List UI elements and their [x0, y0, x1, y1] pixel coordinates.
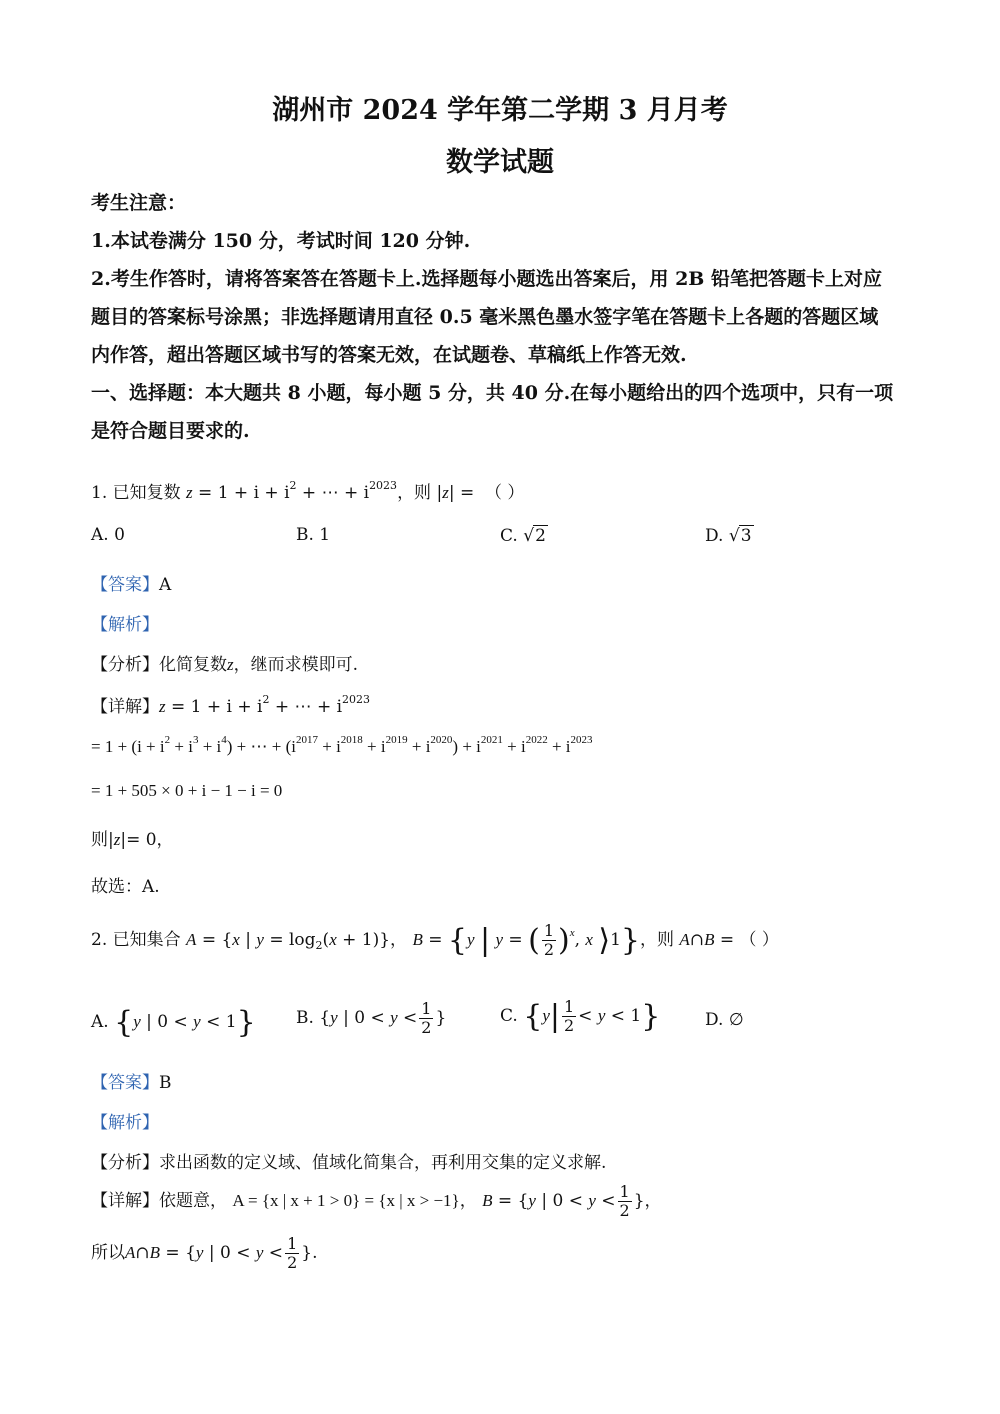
notice-item-2-line-1: 2.考生作答时，请将答案答在答题卡上.选择题每小题选出答案后，用 2B 铅笔把答题卡上对应 — [91, 268, 882, 290]
section-heading-line-1: 一、选择题：本大题共 8 小题，每小题 5 分，共 40 分.在每小题给出的四个选项中，只有一项 — [91, 382, 894, 404]
q1-option-d: D. √3 — [705, 526, 752, 546]
q2-option-c: C. {y| $\frac{1}{2}$ < y < 1} — [500, 997, 661, 1035]
q1-answer: 【答案】A — [91, 575, 172, 595]
q1-analysis-tag: 【解析】 — [91, 615, 159, 635]
q2-analysis-tag: 【解析】 — [91, 1113, 159, 1133]
question-2-stem: 2. 已知集合 A = {x | $y = \log_2(x + 1)$}， B = {y | y = ( $\frac{1}{2}$ )$^x$, x ⟩1}，则 A∩B = （ ） — [91, 921, 779, 959]
q1-modulus-result: 则|z|= 0， — [91, 830, 174, 850]
q1-option-c: C. √2 — [500, 526, 546, 546]
q1-conclusion: 故选：A. — [91, 877, 160, 897]
q1-option-b: B. 1 — [296, 525, 331, 545]
q1-option-a: A. 0 — [91, 525, 125, 545]
question-1-stem: 1. 已知复数 $z = 1 + i + i^2$ + ⋯ + $i^{2023}$，则 |z| = （ ） — [91, 479, 525, 503]
q2-option-d: D. ∅ — [705, 1010, 744, 1030]
notice-item-1: 1.本试卷满分 150 分，考试时间 120 分钟. — [91, 230, 471, 252]
q1-detail-step-3: = 1 + 505 × 0 + i − 1 − i = 0 — [91, 781, 283, 800]
q2-intersection: 所以A∩B = {y | 0 < y < $\frac{1}{2}$ }. — [91, 1234, 318, 1272]
page-title: 湖州市 2024 学年第二学期 3 月月考 — [272, 95, 728, 126]
q2-option-a: A. {y | 0 < y < 1} — [91, 1005, 256, 1040]
notice-heading: 考生注意： — [91, 192, 187, 214]
q2-option-b: B. {y | 0 < y < $\frac{1}{2}$ } — [296, 999, 447, 1037]
q2-answer: 【答案】B — [91, 1073, 172, 1093]
page-subtitle: 数学试题 — [446, 147, 554, 178]
section-heading-line-2: 是符合题目要求的. — [91, 420, 250, 442]
notice-block — [91, 184, 921, 450]
q2-detail: 【详解】依题意， A = {x | x + 1 > 0} = {x | x > −1}， B = {y | 0 < y < $\frac{1}{2}$ }， — [91, 1182, 662, 1220]
notice-item-2-line-3: 内作答，超出答题区域书写的答案无效，在试题卷、草稿纸上作答无效. — [91, 344, 687, 366]
q1-detail: 【详解】$z = 1 + i + i^2$ + ⋯ + $i^{2023}$ — [91, 693, 371, 717]
notice-item-2-line-2: 题目的答案标号涂黑；非选择题请用直径 0.5 毫米黑色墨水签字笔在答题卡上各题的答题区域 — [91, 306, 879, 328]
q1-fenxi: 【分析】化简复数z，继而求模即可. — [91, 655, 359, 675]
q2-fenxi: 【分析】求出函数的定义域、值域化简集合，再利用交集的定义求解. — [91, 1153, 607, 1173]
q1-detail-step-2: = $1 + (i + i^2 + i^3 + i^4)$ + ⋯ + $(i^{2017} + i^{2018} + i^{2019} + i^{2020}) + i^{2021} + i^{2022} + i^{2023}$ — [91, 734, 593, 756]
